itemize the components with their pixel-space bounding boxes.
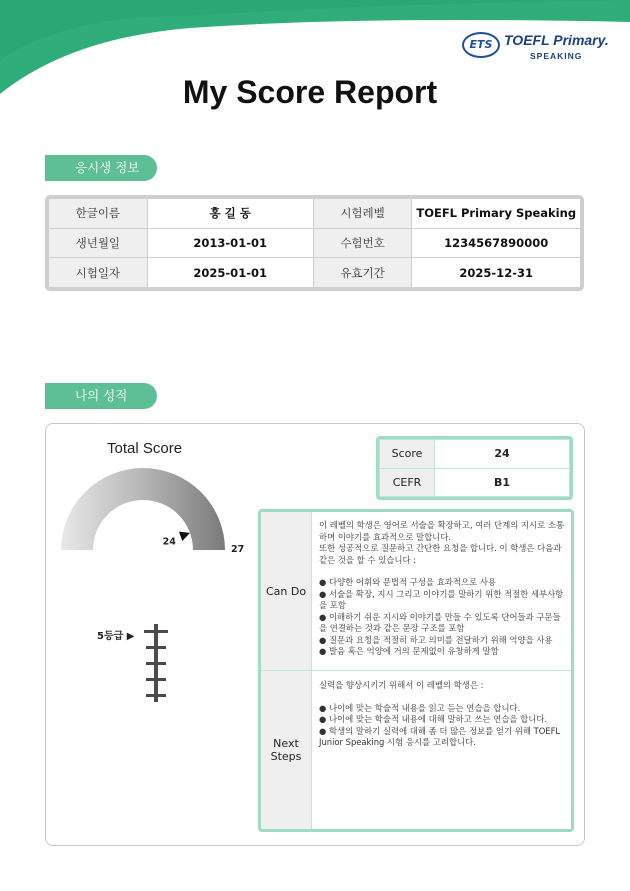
cefr-value: B1 <box>435 468 570 497</box>
gauge-arc <box>61 468 225 550</box>
name-label: 한글이름 <box>49 199 148 229</box>
grade-rung <box>146 662 166 665</box>
date-value: 2025-01-01 <box>147 258 313 288</box>
next-steps-label-2: Steps <box>270 750 302 763</box>
grade-rung <box>146 678 166 681</box>
table-row <box>49 199 581 229</box>
next-steps-text <box>319 680 565 749</box>
list-item: ● 이해하기 쉬운 지시와 이야기를 만들 수 있도록 단어들과 구문들을 연결하는 것과 같은 문장 구조를 포함 <box>319 611 561 633</box>
grade-rung <box>144 630 168 633</box>
can-do-intro-1: 이 레벨의 학생은 영어로 서술을 확장하고, 여러 단계의 지시로 소통하며 이야기를 효과적으로 말합니다. <box>319 520 565 542</box>
can-do-intro-2: 또한 성공적으로 질문하고 간단한 요청을 합니다. 이 학생은 다음과 같은 것을 할 수 있습니다 : <box>319 543 562 565</box>
next-steps-label-1: Next <box>273 737 299 750</box>
name-value: 홍 길 동 <box>147 199 313 229</box>
can-do-text <box>319 520 565 658</box>
can-do-label: Can Do <box>261 512 312 670</box>
score-value: 24 <box>435 440 570 469</box>
next-steps-intro: 실력을 향상시키기 위해서 이 레벨의 학생은 : <box>319 680 484 690</box>
score-label: Score <box>380 440 435 469</box>
list-item: ● 나이에 맞는 학술적 내용을 읽고 듣는 연습을 합니다. <box>319 702 521 713</box>
birth-value: 2013-01-01 <box>147 228 313 258</box>
list-item: ● 학생의 말하기 실력에 대해 좀 더 많은 정보를 얻기 위해 TOEFL Junior Speaking 시험 응시를 고려합니다. <box>319 725 561 747</box>
table-row <box>49 228 581 258</box>
total-score-gauge <box>55 465 255 565</box>
logo-brand: TOEFL Primary. <box>504 32 609 48</box>
birth-label: 생년월일 <box>49 228 148 258</box>
next-steps-label <box>261 671 312 829</box>
valid-label: 유효기간 <box>313 258 412 288</box>
section-info-label: 응시생 정보 <box>45 155 157 181</box>
list-item: ● 질문과 요청을 적절히 하고 의미를 전달하기 위해 억양을 사용 <box>319 634 553 645</box>
table-row <box>380 468 570 497</box>
logo-sub: SPEAKING <box>530 51 583 61</box>
level-value: TOEFL Primary Speaking <box>412 199 581 229</box>
score-summary-table <box>376 436 573 500</box>
gauge-pointer-icon <box>179 532 190 541</box>
ets-logo-icon: ETS <box>462 32 500 58</box>
list-item: ● 발음 혹은 억양에 거의 문제없이 유창하게 말함 <box>319 646 499 656</box>
list-item: ● 서술을 확장, 지시 그리고 이야기를 말하기 위한 적절한 세부사항을 포함 <box>319 588 564 610</box>
grade-label: 5등급 ▶ <box>97 631 135 642</box>
list-item: ● 다양한 어휘와 문법적 구성을 효과적으로 사용 <box>319 577 496 587</box>
page-title: My Score Report <box>182 74 438 110</box>
date-label: 시험일자 <box>49 258 148 288</box>
total-score-label: Total Score <box>107 440 183 457</box>
id-label: 수험번호 <box>313 228 412 258</box>
table-row <box>380 440 570 469</box>
gauge-score-label: 24 <box>162 536 176 548</box>
id-value: 1234567890000 <box>412 228 581 258</box>
toefl-primary-logo <box>462 28 612 64</box>
examinee-info-table <box>45 195 584 291</box>
gauge-max-label: 27 <box>231 544 245 555</box>
level-label: 시험레벨 <box>313 199 412 229</box>
grade-rung <box>146 694 166 697</box>
table-row <box>49 258 581 288</box>
grade-ladder <box>140 622 172 704</box>
grade-rung <box>146 646 166 649</box>
score-description-table <box>258 509 574 832</box>
valid-value: 2025-12-31 <box>412 258 581 288</box>
list-item: ● 나이에 맞는 학술적 내용에 대해 말하고 쓰는 연습을 합니다. <box>319 714 548 724</box>
cefr-label: CEFR <box>380 468 435 497</box>
section-score-label: 나의 성적 <box>45 383 157 409</box>
